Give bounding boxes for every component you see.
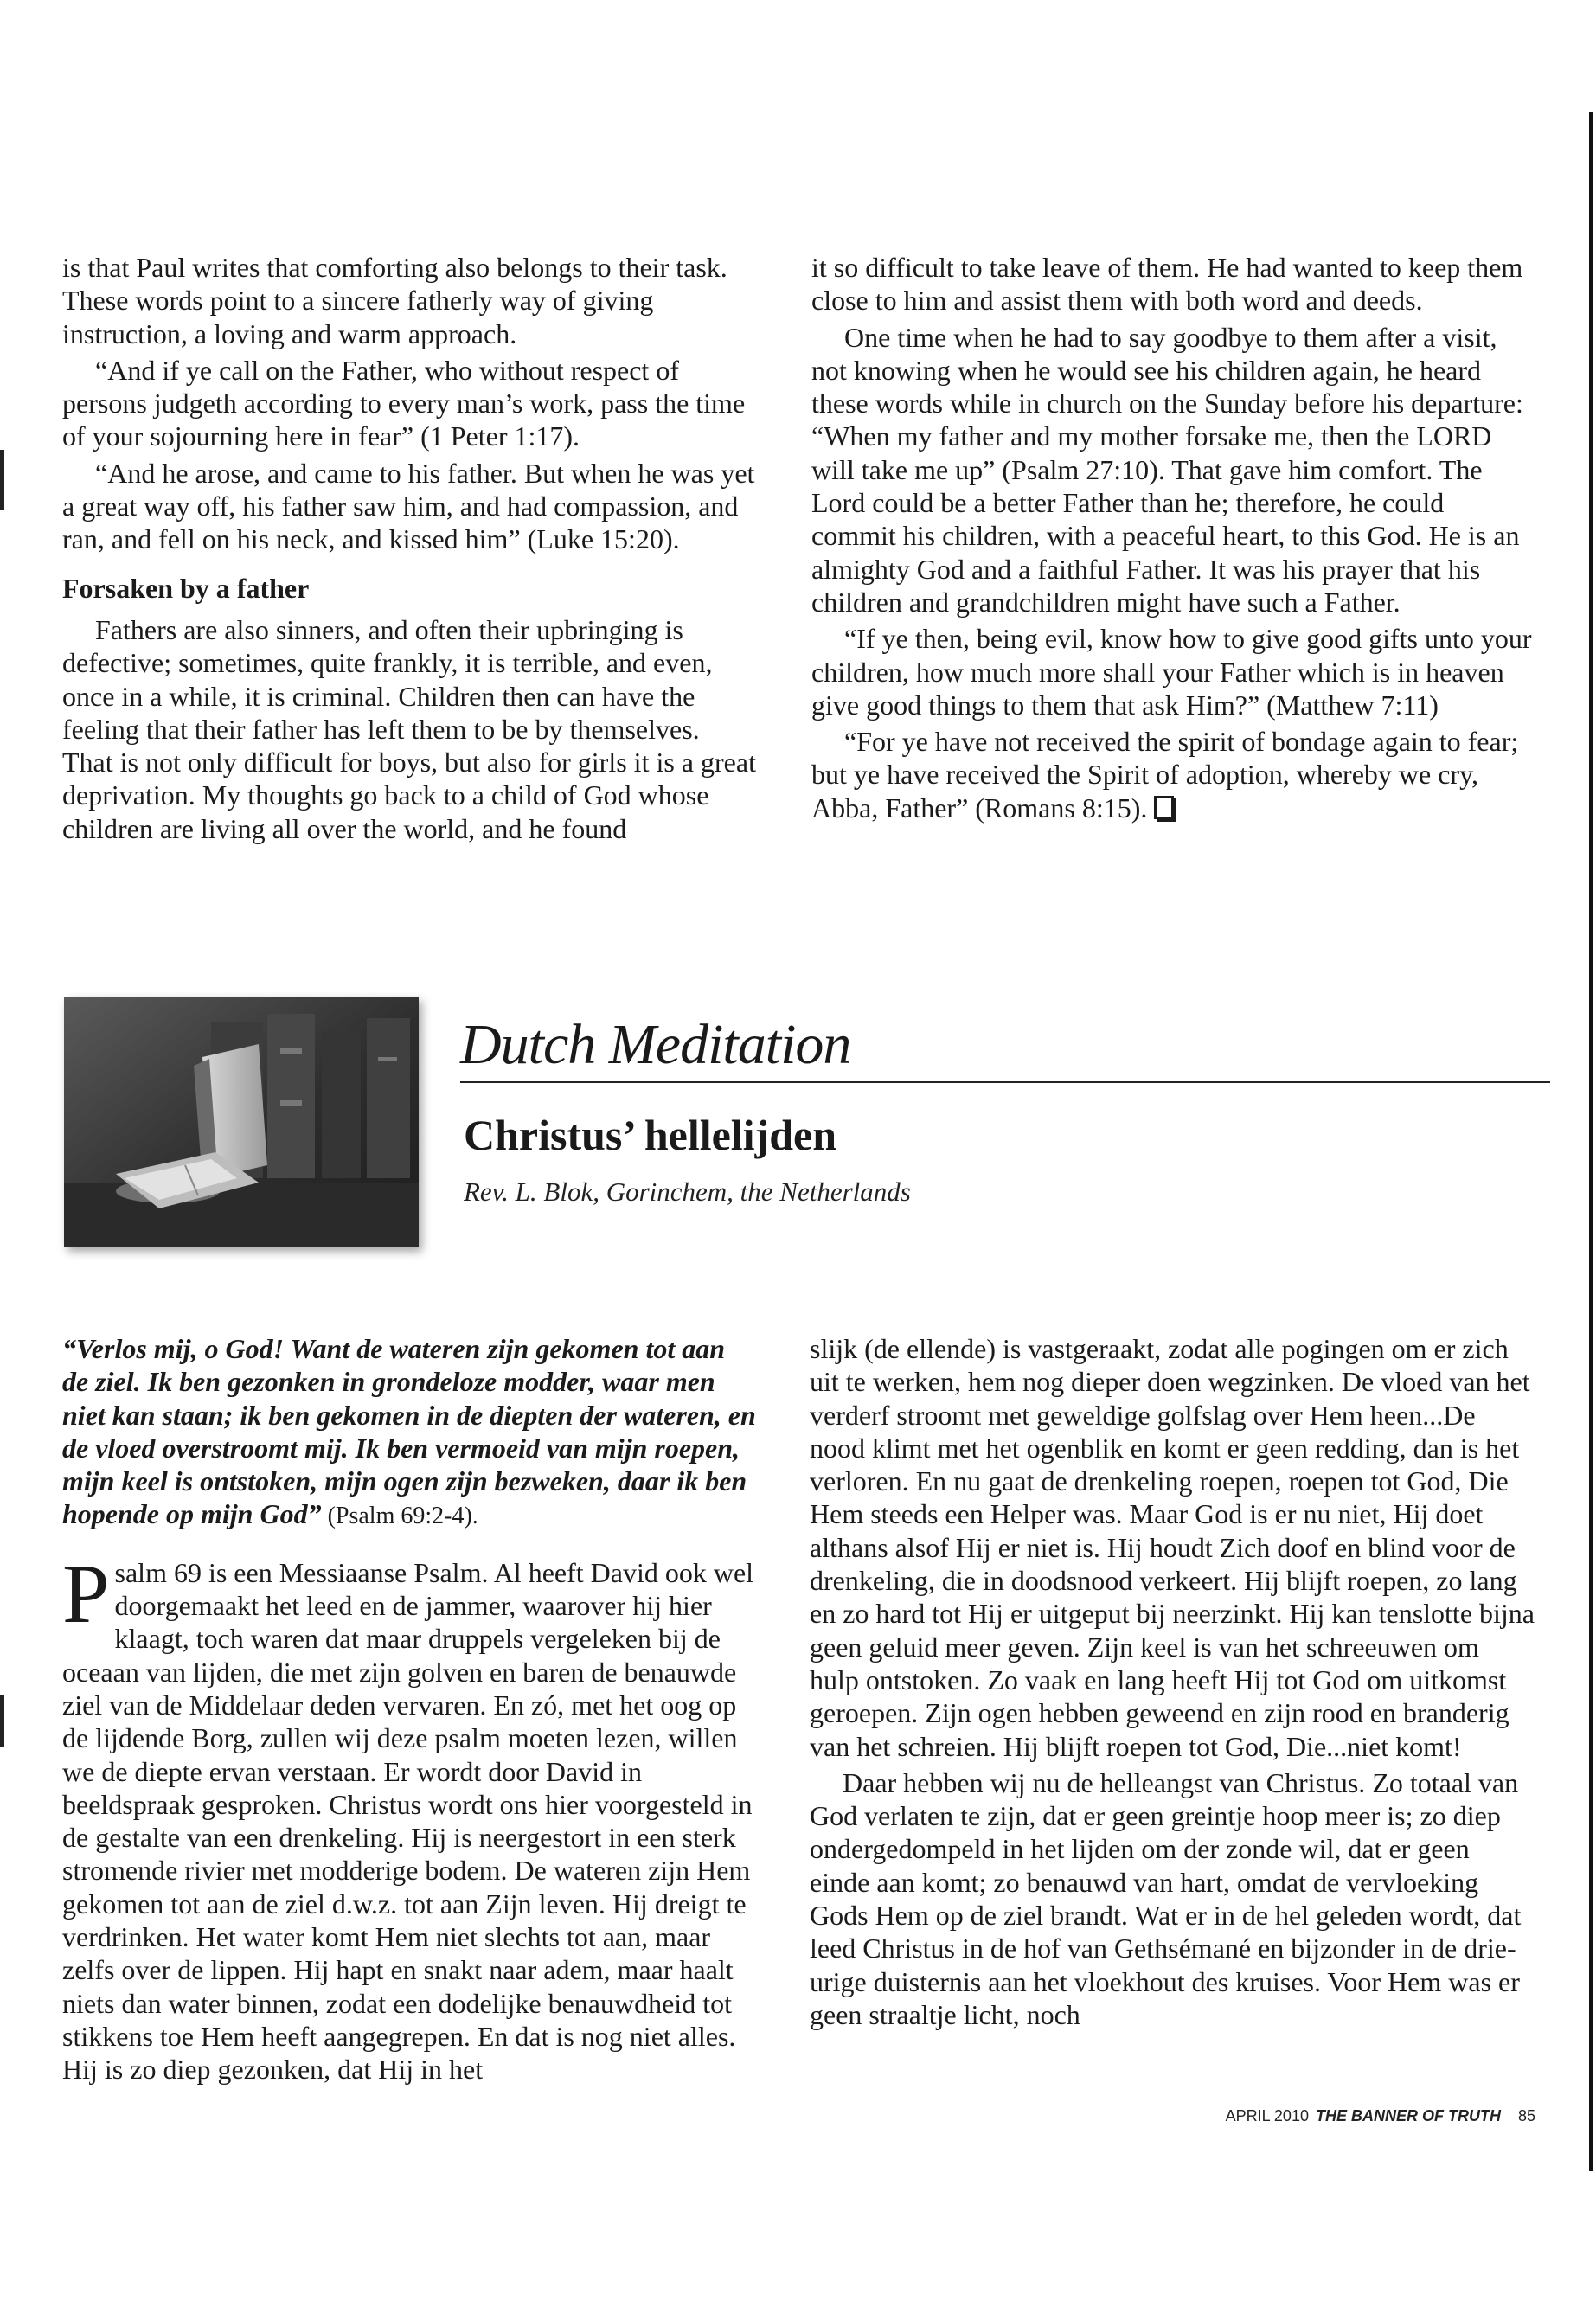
paragraph: “And he arose, and came to his father. But when he was yet a great way off, his father saw him, and had compassion, and ran, and fell on his neck, and kissed him” (Luke 15:20). (62, 457, 755, 555)
drop-cap: P (62, 1547, 110, 1641)
quote-text: “Verlos mij, o God! Want de wateren zijn gekomen tot aan de ziel. Ik ben gezonken in grondeloze modder, waar men niet kan staan; ik ben gekomen in de diepten der wateren, en de vloed overstroomt mij. Ik ben vermoeid van mijn roepen, mijn keel is ontstoken, mijn ogen zijn bezweken, daar ik ben hopende op mijn God” (62, 1333, 756, 1530)
page-edge-line (1589, 112, 1593, 2171)
paragraph: One time when he had to say goodbye to them after a visit, not knowing when he would see his children again, he heard these words while in church on the Sunday before his departure: “When my father and my mother forsake me, then the LORD will take me up” (Psalm 27:10). That gave him comfort. The Lord could be a better Father than he; therefore, he could commit his children, with a peaceful heart, to this God. He is an almighty God and a faithful Father. It was his prayer that his children and grandchildren might have such a Father. (811, 321, 1523, 618)
paragraph-text: salm 69 is een Messiaanse Psalm. Al heeft David ook wel doorgemaakt het leed en de jammer, waarover hij hier klaagt, toch waren dat maar druppels vergeleken bij de oceaan van lijden, die met zijn golven en baren de benauwde ziel van de Middelaar deden vervaren. En zó, met het oog op de lijdende Borg, zullen wij deze psalm moeten lezen, willen we de diepte ervan verstaan. Er wordt door David in beeldspraak gesproken. Christus wordt ons hier voorgesteld in de gestalte van een drenkeling. Hij is neergestort in een sterk stromende rivier met modderige bodem. De wateren zijn Hem gekomen tot aan de ziel d.w.z. tot aan Zijn leven. Hij dreigt te verdrinken. Het water komt Hem niet slechts tot aan, maar zelfs over de lippen. Hij hapt en snakt naar adem, maar haalt niets dan water binnen, zodat een dodelijke benauwdheid tot stikkens toe Hem heeft aangegrepen. En dat is nog niet alles. Hij is zo diep gezonken, dat Hij in het (62, 1556, 754, 2086)
page-number: 85 (1517, 2107, 1535, 2125)
quote-reference: (Psalm 69:2-4). (321, 1503, 478, 1530)
section-rule (460, 1081, 1550, 1083)
scan-mark (0, 1695, 4, 1747)
paragraph: Daar hebben wij nu de helleangst van Christus. Zo totaal van God verlaten te zijn, dat er geen greintje hoop meer is; zo diep ondergedompeld in het lijden om der zonde wil, dat er geen einde aan komt; zo benauwd van hart, omdat de vervloeking Gods Hem op de ziel brandt. Wat er in de hel geleden wordt, dat leed Christus in de hof van Gethsémané en bijzonder in de drie-urige duisternis aan het vloekhout des kruises. Voor Hem was er geen straaltje licht, noch (810, 1766, 1522, 2030)
paragraph: is that Paul writes that comforting also belongs to their task. These words point to a sincere fatherly way of giving instruction, a loving and warm approach. (62, 252, 727, 349)
paragraph: slijk (de ellende) is vastgeraakt, zodat alle pogingen om er zich uit te werken, hem nog dieper doen wegzinken. De vloed van het verderf stroomt met geweldige golfslag over Hem heen...De nood klimt met het ogenblik en komt er geen redding, dan is het verloren. En nu gaat de drenkeling roepen, roepen tot God, Die Hem steeds een Helper was. Maar God is er nu niet, Hij doet althans alsof Hij er niet is. Hij houdt Zich doof en blind voor de drenkeling, die in doodsnood verkeert. Hij blijft roepen, zo lang en zo hard tot Hij er uitgeput bij neerzinkt. Hij kan tenslotte bijna geen geluid meer geven. Zijn keel is van het schreeuwen om hulp ontstoken. Zo vaak en lang heeft Hij tot God om uitkomst geroepen. Zijn ogen hebben geweend en zijn rood en branderig van het schreien. Hij blijft roepen tot God, Die...niet komt! (810, 1333, 1535, 1762)
footer-date: APRIL 2010 (1225, 2107, 1309, 2125)
scripture-quote (62, 1332, 756, 1534)
page-footer (1226, 2107, 1535, 2125)
paragraph (811, 725, 1535, 824)
paragraph: it so difficult to take leave of them. He had wanted to keep them close to him and assist them with both word and deeds. (811, 252, 1523, 317)
paragraph: Fathers are also sinners, and often their upbringing is defective; sometimes, quite frankly, it is terrible, and even, once in a while, it is criminal. Children then can have the feeling that their father has left them to be by themselves. That is not only difficult for boys, but also for girls it is a great deprivation. My thoughts go back to a child of God whose children are living all over the world, and he found (62, 613, 756, 844)
end-mark-icon (1154, 796, 1174, 819)
bottom-right-column (810, 1332, 1535, 2031)
article-title: Christus’ hellelijden (464, 1111, 837, 1159)
paragraph: “If ye then, being evil, know how to give good gifts unto your children, how much more shall your Father which is in heaven give good things to them that ask Him?” (Matthew 7:11) (811, 623, 1532, 721)
scan-mark (0, 450, 4, 510)
top-right-column (811, 251, 1535, 824)
section-title: Dutch Meditation (460, 1013, 851, 1076)
books-photo (64, 997, 419, 1247)
paragraph (62, 1547, 756, 2086)
subheading: Forsaken by a father (62, 572, 310, 604)
books-photo-illustration (64, 997, 419, 1247)
article-byline: Rev. L. Blok, Gorinchem, the Netherlands (464, 1176, 911, 1207)
footer-magazine: THE BANNER OF TRUTH (1315, 2107, 1501, 2125)
bottom-left-column (62, 1332, 756, 2086)
top-left-column (62, 251, 756, 845)
paragraph-text: “For ye have not received the spirit of bondage again to fear; but ye have received the Spirit of adoption, whereby we cry, Abba, Father” (Romans 8:15). (811, 726, 1519, 824)
paragraph: “And if ye call on the Father, who without respect of persons judgeth according to every man’s work, pass the time of your sojourning here in fear” (1 Peter 1:17). (62, 354, 746, 452)
